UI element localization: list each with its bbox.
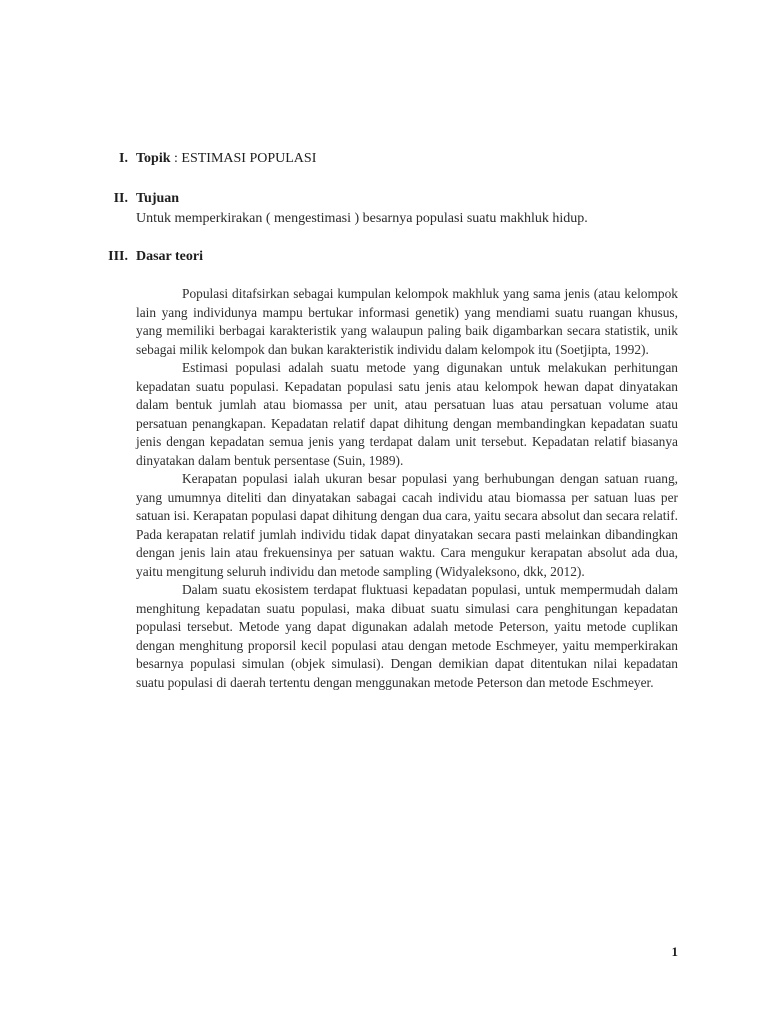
section-numeral: III. [108, 249, 128, 264]
topic-separator: : [170, 151, 182, 166]
section-numeral: I. [119, 151, 128, 166]
body-paragraph: Estimasi populasi adalah suatu metode yang digunakan untuk melakukan perhitungan kepadatan suatu populasi. Kepadatan populasi satu jenis atau kelompok hewan dapat dinyatakan dalam bentuk jumlah atau biomassa per unit, atau persatuan luas atau persatuan volume atau persatuan penangkapan. Kepadatan relatif dapat dihitung dengan membandingkan kepadatan suatu jenis dengan kepadatan semua jenis yang terdapat dalam unit tersebut. Kepadatan relatif biasanya dinyatakan dalam bentuk persentase (Suin, 1989). [136, 360, 678, 468]
body-paragraph: Kerapatan populasi ialah ukuran besar populasi yang berhubungan dengan satuan ruang, yang umumnya diteliti dan dinyatakan sabagai cacah individu atau biomassa per satuan luas per satuan isi. Kerapatan populasi dapat dihitung dengan dua cara, yaitu secara absolut dan secara relatif. Pada kerapatan relatif jumlah individu tidak dapat dinyatakan secara pasti melainkan dibandingkan dengan jenis lain atau frekuensinya per satuan waktu. Cara mengukur kerapatan absolut ada dua, yaitu mengitung seluruh individu dan metode sampling (Widyaleksono, dkk, 2012). [136, 471, 678, 579]
topic-label: Topik [136, 151, 171, 166]
topic-title: ESTIMASI POPULASI [181, 151, 317, 166]
tujuan-heading [136, 191, 179, 207]
section-numeral: II. [113, 191, 128, 206]
dasar-teori-heading [136, 249, 203, 265]
dasar-teori-label: Dasar teori [136, 249, 203, 264]
tujuan-text: Untuk memperkirakan ( mengestimasi ) besarnya populasi suatu makhluk hidup. [136, 211, 588, 226]
dasar-teori-body [136, 285, 678, 692]
body-paragraph: Dalam suatu ekosistem terdapat fluktuasi kepadatan populasi, untuk mempermudah dalam menghitung kepadatan suatu populasi, maka dibuat suatu simulasi cara penghitungan kepadatan populasi tersebut. Metode yang dapat digunakan adalah metode Peterson, yaitu metode cuplikan dengan menghitung proporsil kecil populasi atau dengan metode Eschmeyer, yaitu memperkirakan besarnya populasi simulan (objek simulasi). Dengan demikian dapat ditentukan nilai kepadatan suatu populasi di daerah tertentu dengan menggunakan metode Peterson dan metode Eschmeyer. [136, 582, 678, 690]
page-number: 1 [671, 944, 678, 959]
topic-heading [136, 151, 316, 167]
body-paragraph: Populasi ditafsirkan sebagai kumpulan kelompok makhluk yang sama jenis (atau kelompok lain yang individunya mampu bertukar informasi genetik) yang mendiami suatu ruangan khusus, yang memiliki berbagai karakteristik yang walaupun paling baik digambarkan secara statistik, unik sebagai milik kelompok dan bukan karakteristik individu dalam kelompok itu (Soetjipta, 1992). [136, 286, 678, 357]
tujuan-label: Tujuan [136, 191, 180, 206]
